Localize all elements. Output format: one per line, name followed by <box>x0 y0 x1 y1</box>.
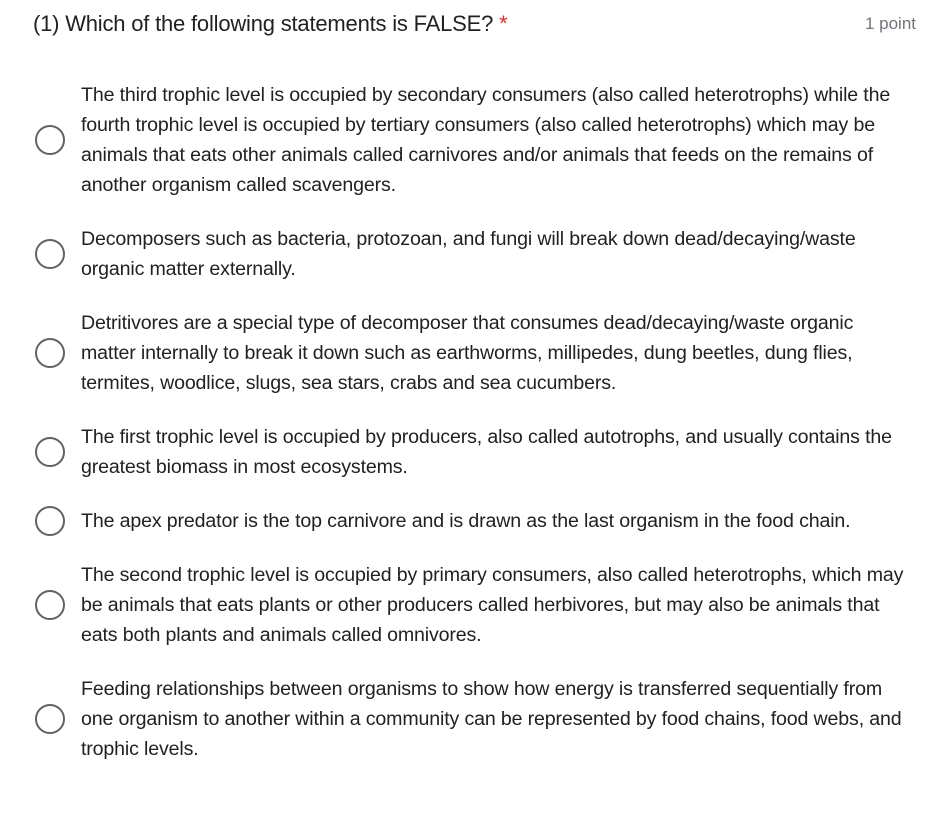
required-asterisk: * <box>499 11 508 36</box>
option-4[interactable] <box>0 422 940 482</box>
option-1[interactable] <box>0 80 940 200</box>
option-label: Decomposers such as bacteria, protozoan, and fungi will break down dead/decaying/waste organic matter externally. <box>81 228 856 280</box>
radio-button-icon[interactable] <box>35 437 65 467</box>
radio-button-icon[interactable] <box>35 590 65 620</box>
question-title <box>33 8 508 40</box>
option-label: The third trophic level is occupied by secondary consumers (also called heterotrophs) while the fourth trophic level is occupied by tertiary consumers (also called heterotrophs) which may be animals that eats other animals called carnivores and/or animals that feeds on the remains of another organism called scavengers. <box>81 84 891 196</box>
option-2[interactable] <box>0 224 940 284</box>
radio-button-icon[interactable] <box>35 239 65 269</box>
option-7[interactable] <box>0 674 940 764</box>
option-label: Detritivores are a special type of decomposer that consumes dead/decaying/waste organic matter internally to break it down such as earthworms, millipedes, dung beetles, dung flies, termites, woodlice, slugs, sea stars, crabs and sea cucumbers. <box>81 312 854 394</box>
option-label: The apex predator is the top carnivore and is drawn as the last organism in the food chain. <box>81 510 851 532</box>
radio-button-icon[interactable] <box>35 506 65 536</box>
radio-button-icon[interactable] <box>35 704 65 734</box>
question-header <box>33 8 916 40</box>
question-text: (1) Which of the following statements is FALSE? <box>33 11 494 36</box>
points-label: 1 point <box>864 14 916 33</box>
radio-button-icon[interactable] <box>35 338 65 368</box>
option-label: The second trophic level is occupied by primary consumers, also called heterotrophs, which may be animals that eats plants or other producers called herbivores, but may also be animals that eats both plants and animals called omnivores. <box>81 564 904 646</box>
radio-group <box>0 80 940 788</box>
option-label: Feeding relationships between organisms to show how energy is transferred sequentially from one organism to another within a community can be represented by food chains, food webs, and trophic levels. <box>81 678 902 760</box>
option-5[interactable] <box>0 506 940 536</box>
option-3[interactable] <box>0 308 940 398</box>
option-6[interactable] <box>0 560 940 650</box>
radio-button-icon[interactable] <box>35 125 65 155</box>
option-label: The first trophic level is occupied by producers, also called autotrophs, and usually contains the greatest biomass in most ecosystems. <box>81 426 892 478</box>
